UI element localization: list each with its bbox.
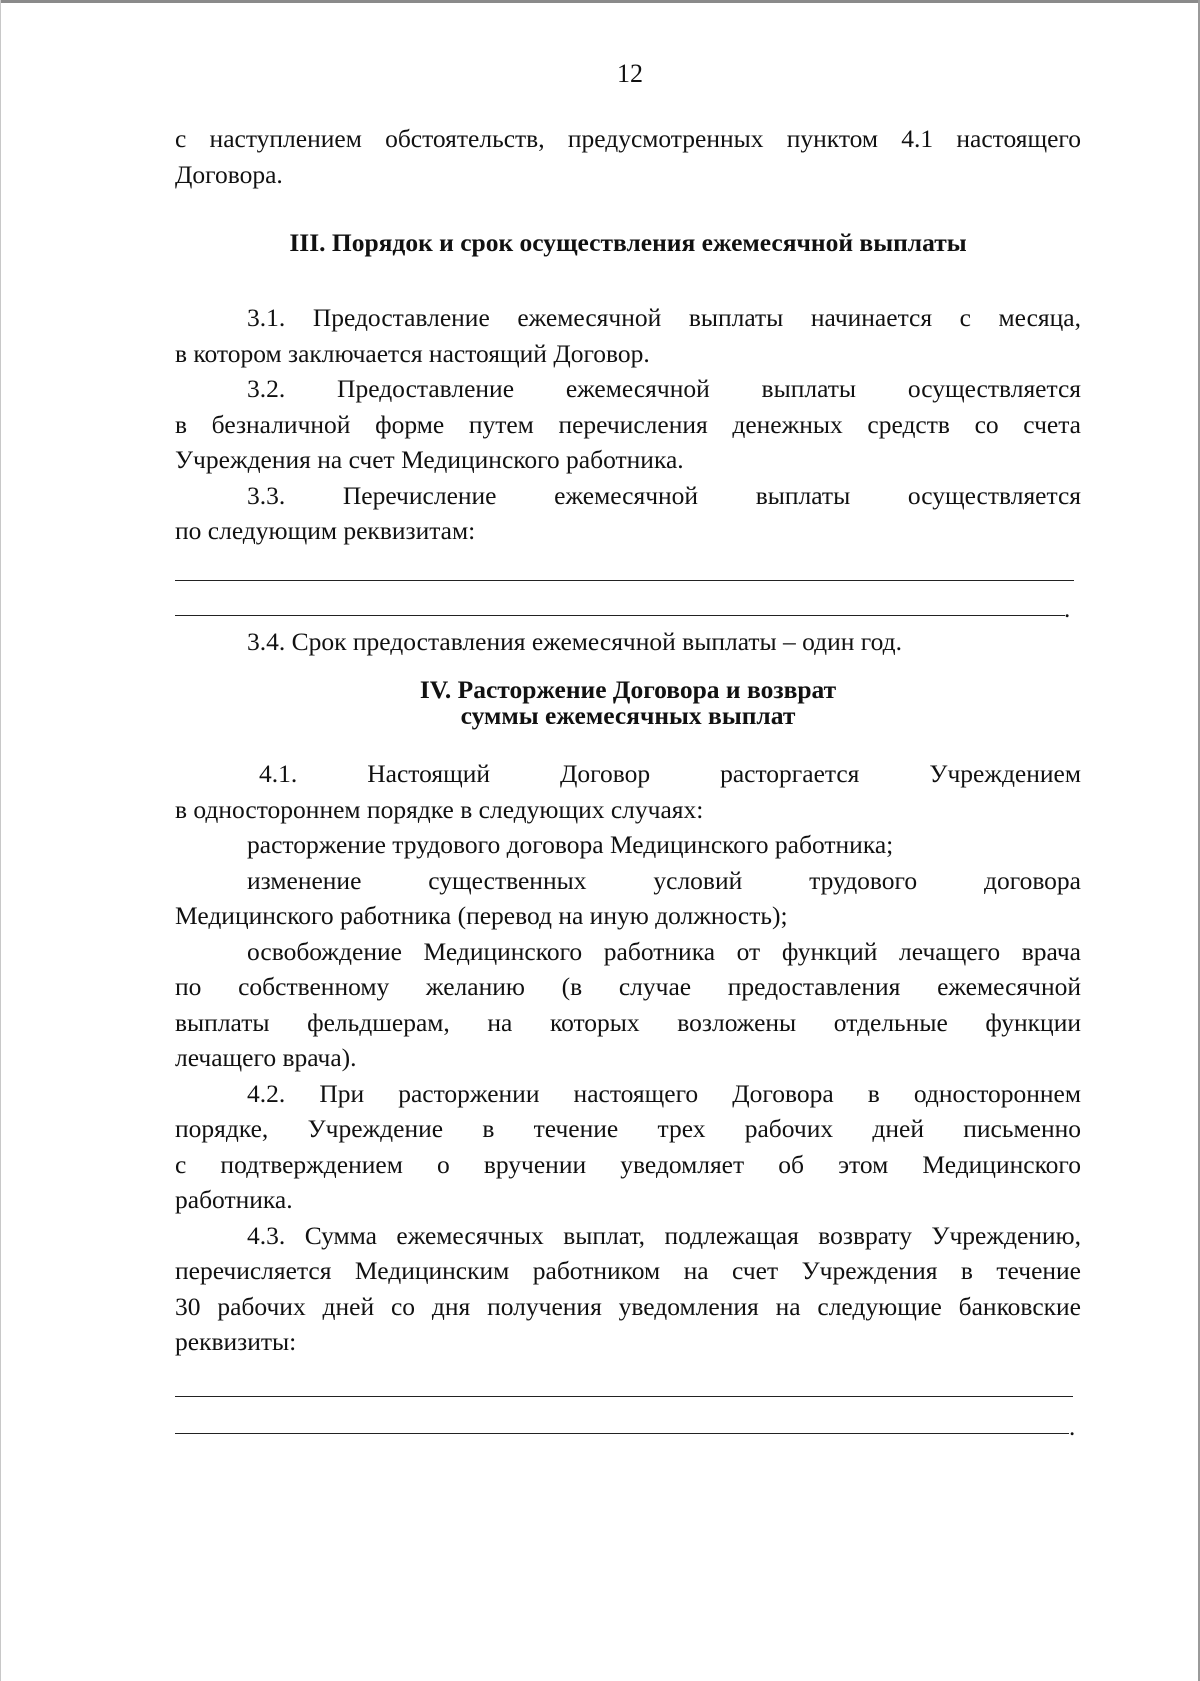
clause-3-2-line-2: в безналичной форме путем перечисления денежных средств со счета [175, 409, 1081, 439]
intro-line-1: с наступлением обстоятельств, предусмотренных пунктом 4.1 настоящего [175, 124, 1081, 153]
case-3-line-4: лечащего врача). [175, 1043, 357, 1072]
clause-3-4 [175, 624, 1081, 660]
section-4-heading-line-2: суммы ежемесячных выплат [460, 701, 796, 730]
case-1: расторжение трудового договора Медицинского работника; [247, 830, 894, 859]
clause-3-3-line-2: по следующим реквизитам: [175, 516, 476, 545]
clause-4-1-line-2: в одностороннем порядке в следующих случаях: [175, 794, 704, 824]
section-4-heading-line-1: IV. Расторжение Договора и возврат [419, 675, 837, 704]
clause-4-2-line-4: работника. [175, 1185, 293, 1214]
clause-3-2-line-3: Учреждения на счет Медицинского работника. [175, 445, 684, 474]
requisites-blank-line-1 [175, 580, 1074, 581]
section-3-paragraphs [175, 300, 1081, 549]
clause-3-2-line-1: 3.2. Предоставление ежемесячной выплаты осуществляется [247, 374, 1081, 403]
clause-4-2-line-1: 4.2. При расторжении настоящего Договора в одностороннем [247, 1078, 1081, 1108]
scan-border-top [0, 0, 1200, 3]
case-2-line-2: Медицинского работника (перевод на иную должность); [175, 901, 788, 930]
bank-requisites-end-period: . [1069, 1414, 1076, 1441]
intro-line-2: Договора. [175, 159, 283, 189]
clause-4-2-line-2: порядке, Учреждение в течение трех рабочих дней письменно [175, 1114, 1081, 1143]
clause-4-3-line-3: 30 рабочих дней со дня получения уведомления на следующие банковские [175, 1291, 1081, 1321]
clause-4-3-line-4: реквизиты: [175, 1327, 297, 1356]
clause-3-1-line-2: в котором заключается настоящий Договор. [175, 338, 650, 368]
case-3-line-1: освобождение Медицинского работника от функций лечащего врача [247, 936, 1081, 966]
clause-4-2-line-3: с подтверждением о вручении уведомляет об этом Медицинского [175, 1149, 1081, 1179]
clause-3-3-line-1: 3.3. Перечисление ежемесячной выплаты осуществляется [247, 480, 1081, 510]
case-3-line-2: по собственному желанию (в случае предоставления ежемесячной [175, 972, 1081, 1001]
section-4-heading [175, 677, 1081, 729]
bank-requisites-blank-line-2 [175, 1433, 1069, 1434]
requisites-blank-line-2 [175, 615, 1065, 616]
section-4-paragraphs [175, 756, 1081, 1360]
clause-4-3-line-2: перечисляется Медицинским работником на счет Учреждения в течение [175, 1256, 1081, 1285]
clause-4-1-line-1: 4.1. Настоящий Договор расторгается Учреждением [259, 759, 1081, 788]
section-3-heading-text: III. Порядок и срок осуществления ежемесячной выплаты [289, 228, 967, 257]
clause-3-1-line-1: 3.1. Предоставление ежемесячной выплаты начинается с месяца, [247, 303, 1081, 332]
scan-border-left [0, 0, 1, 1681]
intro-paragraph [175, 121, 1081, 192]
case-3-line-3: выплаты фельдшерам, на которых возложены отдельные функции [175, 1007, 1081, 1037]
requisites-end-period: . [1064, 596, 1071, 623]
section-3-heading [175, 230, 1081, 256]
page-number: 12 [617, 59, 643, 88]
clause-3-4-text: 3.4. Срок предоставления ежемесячной выплаты – один год. [247, 627, 902, 656]
clause-4-3-line-1: 4.3. Сумма ежемесячных выплат, подлежащая возврату Учреждению, [247, 1220, 1081, 1250]
bank-requisites-blank-line-1 [175, 1396, 1073, 1397]
case-2-line-1: изменение существенных условий трудового договора [247, 865, 1081, 895]
